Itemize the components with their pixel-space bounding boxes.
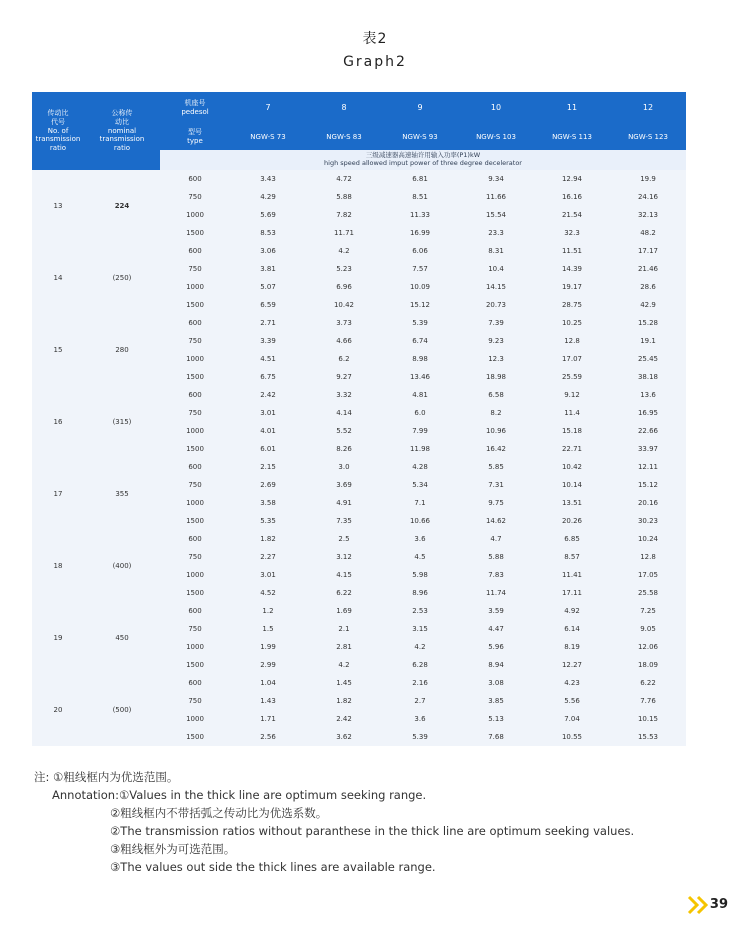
- power-value-cell: 1.82: [306, 692, 382, 710]
- power-value-cell: 10.66: [382, 512, 458, 530]
- speed-cell: 750: [160, 332, 230, 350]
- power-value-cell: 5.88: [306, 188, 382, 206]
- power-value-cell: 6.85: [534, 530, 610, 548]
- power-value-cell: 4.23: [534, 674, 610, 692]
- header-type: [160, 124, 230, 150]
- power-value-cell: 1.69: [306, 602, 382, 620]
- power-value-cell: 11.51: [534, 242, 610, 260]
- power-value-cell: 3.15: [382, 620, 458, 638]
- power-value-cell: 3.85: [458, 692, 534, 710]
- power-value-cell: 32.3: [534, 224, 610, 242]
- power-value-cell: 3.58: [230, 494, 306, 512]
- speed-cell: 600: [160, 602, 230, 620]
- power-value-cell: 9.34: [458, 170, 534, 188]
- power-value-cell: 8.94: [458, 656, 534, 674]
- table-row: [32, 458, 686, 476]
- power-value-cell: 6.74: [382, 332, 458, 350]
- power-value-cell: 9.75: [458, 494, 534, 512]
- power-value-cell: 21.46: [610, 260, 686, 278]
- power-value-cell: 11.98: [382, 440, 458, 458]
- power-value-cell: 4.2: [382, 638, 458, 656]
- header-nominal-ratio: [84, 92, 160, 170]
- power-value-cell: 33.97: [610, 440, 686, 458]
- speed-cell: 600: [160, 170, 230, 188]
- ratio-number-cell: 18: [32, 530, 84, 602]
- header-base-9: 9: [382, 92, 458, 124]
- power-value-cell: 2.1: [306, 620, 382, 638]
- ratio-number-cell: 14: [32, 242, 84, 314]
- header-pedesol: [160, 92, 230, 124]
- power-value-cell: 17.05: [610, 566, 686, 584]
- power-value-cell: 28.6: [610, 278, 686, 296]
- power-value-cell: 14.62: [458, 512, 534, 530]
- nominal-ratio-cell: 450: [84, 602, 160, 674]
- ratio-number-cell: 13: [32, 170, 84, 242]
- power-value-cell: 11.4: [534, 404, 610, 422]
- power-value-cell: 1.5: [230, 620, 306, 638]
- power-value-cell: 10.42: [306, 296, 382, 314]
- power-table: [32, 92, 686, 746]
- power-value-cell: 4.7: [458, 530, 534, 548]
- power-value-cell: 10.25: [534, 314, 610, 332]
- speed-cell: 600: [160, 458, 230, 476]
- power-value-cell: 6.22: [610, 674, 686, 692]
- header-type-113: NGW-S 113: [534, 124, 610, 150]
- power-value-cell: 4.52: [230, 584, 306, 602]
- speed-cell: 1500: [160, 584, 230, 602]
- power-value-cell: 24.16: [610, 188, 686, 206]
- power-value-cell: 6.0: [382, 404, 458, 422]
- power-value-cell: 11.71: [306, 224, 382, 242]
- power-value-cell: 12.8: [610, 548, 686, 566]
- speed-cell: 600: [160, 386, 230, 404]
- table-row: [32, 314, 686, 332]
- power-value-cell: 1.99: [230, 638, 306, 656]
- power-value-cell: 5.56: [534, 692, 610, 710]
- power-value-cell: 23.3: [458, 224, 534, 242]
- speed-cell: 750: [160, 188, 230, 206]
- ratio-number-cell: 15: [32, 314, 84, 386]
- table-row: [32, 602, 686, 620]
- power-value-cell: 12.94: [534, 170, 610, 188]
- power-value-cell: 13.51: [534, 494, 610, 512]
- power-value-cell: 10.24: [610, 530, 686, 548]
- power-value-cell: 4.81: [382, 386, 458, 404]
- power-value-cell: 17.11: [534, 584, 610, 602]
- table-row: [32, 170, 686, 188]
- ratio-number-cell: 20: [32, 674, 84, 746]
- power-value-cell: 10.42: [534, 458, 610, 476]
- power-value-cell: 3.73: [306, 314, 382, 332]
- speed-cell: 750: [160, 260, 230, 278]
- power-value-cell: 30.23: [610, 512, 686, 530]
- power-value-cell: 10.4: [458, 260, 534, 278]
- power-value-cell: 4.92: [534, 602, 610, 620]
- power-value-cell: 9.12: [534, 386, 610, 404]
- header-base-7: 7: [230, 92, 306, 124]
- header-base-12: 12: [610, 92, 686, 124]
- speed-cell: 1000: [160, 638, 230, 656]
- power-value-cell: 20.16: [610, 494, 686, 512]
- nominal-ratio-cell: 355: [84, 458, 160, 530]
- power-value-cell: 7.39: [458, 314, 534, 332]
- power-value-cell: 38.18: [610, 368, 686, 386]
- power-value-cell: 10.14: [534, 476, 610, 494]
- power-value-cell: 1.82: [230, 530, 306, 548]
- power-value-cell: 8.96: [382, 584, 458, 602]
- power-value-cell: 32.13: [610, 206, 686, 224]
- power-value-cell: 8.31: [458, 242, 534, 260]
- power-value-cell: 5.07: [230, 278, 306, 296]
- page-number: 39: [709, 897, 728, 912]
- power-value-cell: 2.56: [230, 728, 306, 746]
- table-row: [32, 386, 686, 404]
- power-value-cell: 9.05: [610, 620, 686, 638]
- speed-cell: 600: [160, 242, 230, 260]
- power-value-cell: 19.9: [610, 170, 686, 188]
- speed-cell: 1000: [160, 422, 230, 440]
- power-value-cell: 4.15: [306, 566, 382, 584]
- power-value-cell: 28.75: [534, 296, 610, 314]
- power-value-cell: 2.81: [306, 638, 382, 656]
- speed-cell: 1000: [160, 350, 230, 368]
- power-value-cell: 13.46: [382, 368, 458, 386]
- power-value-cell: 4.28: [382, 458, 458, 476]
- power-value-cell: 3.32: [306, 386, 382, 404]
- speed-cell: 1500: [160, 656, 230, 674]
- header-base-8: 8: [306, 92, 382, 124]
- power-value-cell: 4.5: [382, 548, 458, 566]
- power-value-cell: 25.58: [610, 584, 686, 602]
- power-value-cell: 12.8: [534, 332, 610, 350]
- power-value-cell: 5.23: [306, 260, 382, 278]
- speed-cell: 1500: [160, 296, 230, 314]
- power-value-cell: 1.04: [230, 674, 306, 692]
- nominal-ratio-cell: 280: [84, 314, 160, 386]
- power-value-cell: 3.69: [306, 476, 382, 494]
- power-value-cell: 6.28: [382, 656, 458, 674]
- table-body: [32, 170, 686, 746]
- table-title-english: Graph2: [343, 54, 407, 70]
- power-value-cell: 15.12: [610, 476, 686, 494]
- power-value-cell: 13.6: [610, 386, 686, 404]
- power-value-cell: 6.81: [382, 170, 458, 188]
- power-value-cell: 4.14: [306, 404, 382, 422]
- speed-cell: 750: [160, 548, 230, 566]
- power-value-cell: 2.27: [230, 548, 306, 566]
- power-value-cell: 2.5: [306, 530, 382, 548]
- speed-cell: 600: [160, 530, 230, 548]
- power-value-cell: 2.42: [306, 710, 382, 728]
- speed-cell: 1500: [160, 224, 230, 242]
- power-value-cell: 3.06: [230, 242, 306, 260]
- power-value-cell: 7.99: [382, 422, 458, 440]
- header-base-11: 11: [534, 92, 610, 124]
- power-value-cell: 4.29: [230, 188, 306, 206]
- header-type-text: 型号 type: [187, 128, 203, 145]
- power-value-cell: 12.3: [458, 350, 534, 368]
- speed-cell: 1500: [160, 440, 230, 458]
- note-line-1: 注: ①粗线框内为优选范围。: [34, 770, 179, 784]
- power-value-cell: 3.81: [230, 260, 306, 278]
- power-value-cell: 11.41: [534, 566, 610, 584]
- power-value-cell: 22.71: [534, 440, 610, 458]
- power-value-cell: 19.17: [534, 278, 610, 296]
- power-value-cell: 17.07: [534, 350, 610, 368]
- power-value-cell: 6.22: [306, 584, 382, 602]
- power-value-cell: 11.74: [458, 584, 534, 602]
- note-line-5: ③粗线框外为可选范围。: [110, 842, 236, 856]
- power-value-cell: 5.39: [382, 728, 458, 746]
- double-chevron-icon: [686, 894, 710, 916]
- power-value-cell: 12.06: [610, 638, 686, 656]
- power-value-cell: 8.19: [534, 638, 610, 656]
- speed-cell: 1500: [160, 512, 230, 530]
- speed-cell: 750: [160, 476, 230, 494]
- power-value-cell: 4.2: [306, 656, 382, 674]
- table-row: [32, 530, 686, 548]
- table-row: [32, 674, 686, 692]
- header-type-73: NGW-S 73: [230, 124, 306, 150]
- power-value-cell: 15.54: [458, 206, 534, 224]
- speed-cell: 1000: [160, 566, 230, 584]
- power-value-cell: 5.98: [382, 566, 458, 584]
- power-value-cell: 12.11: [610, 458, 686, 476]
- power-value-cell: 9.23: [458, 332, 534, 350]
- power-value-cell: 8.57: [534, 548, 610, 566]
- power-value-cell: 2.99: [230, 656, 306, 674]
- nominal-ratio-cell: (500): [84, 674, 160, 746]
- speed-cell: 750: [160, 620, 230, 638]
- power-value-cell: 15.28: [610, 314, 686, 332]
- note-line-4: ②The transmission ratios without paranthese in the thick line are optimum seeking values.: [110, 824, 635, 838]
- power-value-cell: 19.1: [610, 332, 686, 350]
- power-value-cell: 3.43: [230, 170, 306, 188]
- power-value-cell: 21.54: [534, 206, 610, 224]
- power-value-cell: 8.51: [382, 188, 458, 206]
- power-value-cell: 5.85: [458, 458, 534, 476]
- power-value-cell: 2.71: [230, 314, 306, 332]
- power-value-cell: 20.26: [534, 512, 610, 530]
- power-value-cell: 5.88: [458, 548, 534, 566]
- power-value-cell: 10.55: [534, 728, 610, 746]
- power-value-cell: 16.95: [610, 404, 686, 422]
- power-value-cell: 7.68: [458, 728, 534, 746]
- nominal-ratio-cell: (400): [84, 530, 160, 602]
- speed-cell: 1000: [160, 494, 230, 512]
- header-ratio-number-text: 传动比 代号 No. of transmission ratio: [35, 109, 81, 153]
- header-type-83: NGW-S 83: [306, 124, 382, 150]
- power-value-cell: 7.31: [458, 476, 534, 494]
- power-value-cell: 5.69: [230, 206, 306, 224]
- power-value-cell: 12.27: [534, 656, 610, 674]
- table-row: [32, 242, 686, 260]
- power-value-cell: 5.52: [306, 422, 382, 440]
- power-value-cell: 3.01: [230, 404, 306, 422]
- ratio-number-cell: 17: [32, 458, 84, 530]
- power-value-cell: 6.14: [534, 620, 610, 638]
- note-line-6: ③The values out side the thick lines are available range.: [110, 860, 436, 874]
- header-type-103: NGW-S 103: [458, 124, 534, 150]
- power-value-cell: 6.06: [382, 242, 458, 260]
- power-value-cell: 5.35: [230, 512, 306, 530]
- power-value-cell: 7.35: [306, 512, 382, 530]
- power-value-cell: 11.66: [458, 188, 534, 206]
- power-value-cell: 16.42: [458, 440, 534, 458]
- power-value-cell: 17.17: [610, 242, 686, 260]
- header-pedesol-text: 机座号 pedesol: [181, 99, 209, 116]
- nominal-ratio-cell: (315): [84, 386, 160, 458]
- power-value-cell: 8.26: [306, 440, 382, 458]
- power-value-cell: 6.96: [306, 278, 382, 296]
- speed-cell: 1000: [160, 710, 230, 728]
- header-power-en: high speed allowed imput power of three degree decelerator: [324, 159, 522, 167]
- power-value-cell: 2.7: [382, 692, 458, 710]
- power-value-cell: 4.47: [458, 620, 534, 638]
- ratio-number-cell: 16: [32, 386, 84, 458]
- power-value-cell: 8.53: [230, 224, 306, 242]
- power-value-cell: 5.39: [382, 314, 458, 332]
- power-value-cell: 7.82: [306, 206, 382, 224]
- power-value-cell: 2.16: [382, 674, 458, 692]
- speed-cell: 1000: [160, 206, 230, 224]
- power-value-cell: 3.62: [306, 728, 382, 746]
- ratio-number-cell: 19: [32, 602, 84, 674]
- speed-cell: 1500: [160, 728, 230, 746]
- power-value-cell: 25.59: [534, 368, 610, 386]
- power-value-cell: 3.39: [230, 332, 306, 350]
- power-value-cell: 7.76: [610, 692, 686, 710]
- power-value-cell: 7.57: [382, 260, 458, 278]
- power-value-cell: 16.99: [382, 224, 458, 242]
- power-value-cell: 6.75: [230, 368, 306, 386]
- power-value-cell: 2.42: [230, 386, 306, 404]
- power-value-cell: 14.39: [534, 260, 610, 278]
- power-value-cell: 22.66: [610, 422, 686, 440]
- header-ratio-number: [32, 92, 84, 170]
- speed-cell: 750: [160, 692, 230, 710]
- power-value-cell: 6.59: [230, 296, 306, 314]
- note-line-3: ②粗线框内不带括弧之传动比为优选系数。: [110, 806, 328, 820]
- power-value-cell: 5.13: [458, 710, 534, 728]
- header-type-93: NGW-S 93: [382, 124, 458, 150]
- power-value-cell: 7.1: [382, 494, 458, 512]
- power-value-cell: 4.72: [306, 170, 382, 188]
- header-power-caption: [160, 150, 686, 170]
- header-base-10: 10: [458, 92, 534, 124]
- power-value-cell: 5.34: [382, 476, 458, 494]
- power-value-cell: 1.45: [306, 674, 382, 692]
- power-value-cell: 3.08: [458, 674, 534, 692]
- power-value-cell: 6.2: [306, 350, 382, 368]
- power-value-cell: 4.51: [230, 350, 306, 368]
- speed-cell: 600: [160, 314, 230, 332]
- power-value-cell: 7.25: [610, 602, 686, 620]
- header-type-123: NGW-S 123: [610, 124, 686, 150]
- power-value-cell: 10.15: [610, 710, 686, 728]
- power-value-cell: 3.12: [306, 548, 382, 566]
- power-value-cell: 4.2: [306, 242, 382, 260]
- power-value-cell: 11.33: [382, 206, 458, 224]
- power-value-cell: 7.04: [534, 710, 610, 728]
- annotation-notes: [34, 768, 634, 876]
- power-value-cell: 2.15: [230, 458, 306, 476]
- power-value-cell: 18.98: [458, 368, 534, 386]
- power-value-cell: 48.2: [610, 224, 686, 242]
- speed-cell: 1500: [160, 368, 230, 386]
- speed-cell: 750: [160, 404, 230, 422]
- power-value-cell: 18.09: [610, 656, 686, 674]
- power-value-cell: 4.91: [306, 494, 382, 512]
- power-value-cell: 1.43: [230, 692, 306, 710]
- power-value-cell: 2.53: [382, 602, 458, 620]
- power-value-cell: 3.0: [306, 458, 382, 476]
- power-value-cell: 1.2: [230, 602, 306, 620]
- power-value-cell: 8.98: [382, 350, 458, 368]
- power-value-cell: 9.27: [306, 368, 382, 386]
- power-value-cell: 5.96: [458, 638, 534, 656]
- power-value-cell: 6.01: [230, 440, 306, 458]
- nominal-ratio-cell: (250): [84, 242, 160, 314]
- power-value-cell: 3.6: [382, 530, 458, 548]
- speed-cell: 600: [160, 674, 230, 692]
- note-line-2: Annotation:①Values in the thick line are optimum seeking range.: [52, 788, 427, 802]
- power-value-cell: 15.18: [534, 422, 610, 440]
- power-value-cell: 14.15: [458, 278, 534, 296]
- power-value-cell: 4.01: [230, 422, 306, 440]
- power-value-cell: 7.83: [458, 566, 534, 584]
- power-value-cell: 3.6: [382, 710, 458, 728]
- power-value-cell: 25.45: [610, 350, 686, 368]
- speed-cell: 1000: [160, 278, 230, 296]
- power-value-cell: 8.2: [458, 404, 534, 422]
- header-nominal-ratio-text: 公称传 动比 nominal transmission ratio: [99, 109, 145, 153]
- power-value-cell: 4.66: [306, 332, 382, 350]
- header-power-cn: 三级减速器高速轴许用输入功率(P1)kW: [365, 151, 481, 160]
- nominal-ratio-cell: 224: [84, 170, 160, 242]
- power-value-cell: 6.58: [458, 386, 534, 404]
- power-value-cell: 15.12: [382, 296, 458, 314]
- table-title-chinese: 表2: [362, 31, 388, 47]
- power-value-cell: 10.09: [382, 278, 458, 296]
- power-value-cell: 16.16: [534, 188, 610, 206]
- power-value-cell: 42.9: [610, 296, 686, 314]
- power-value-cell: 15.53: [610, 728, 686, 746]
- power-value-cell: 20.73: [458, 296, 534, 314]
- power-value-cell: 3.01: [230, 566, 306, 584]
- power-value-cell: 10.96: [458, 422, 534, 440]
- power-value-cell: 1.71: [230, 710, 306, 728]
- power-value-cell: 2.69: [230, 476, 306, 494]
- power-value-cell: 3.59: [458, 602, 534, 620]
